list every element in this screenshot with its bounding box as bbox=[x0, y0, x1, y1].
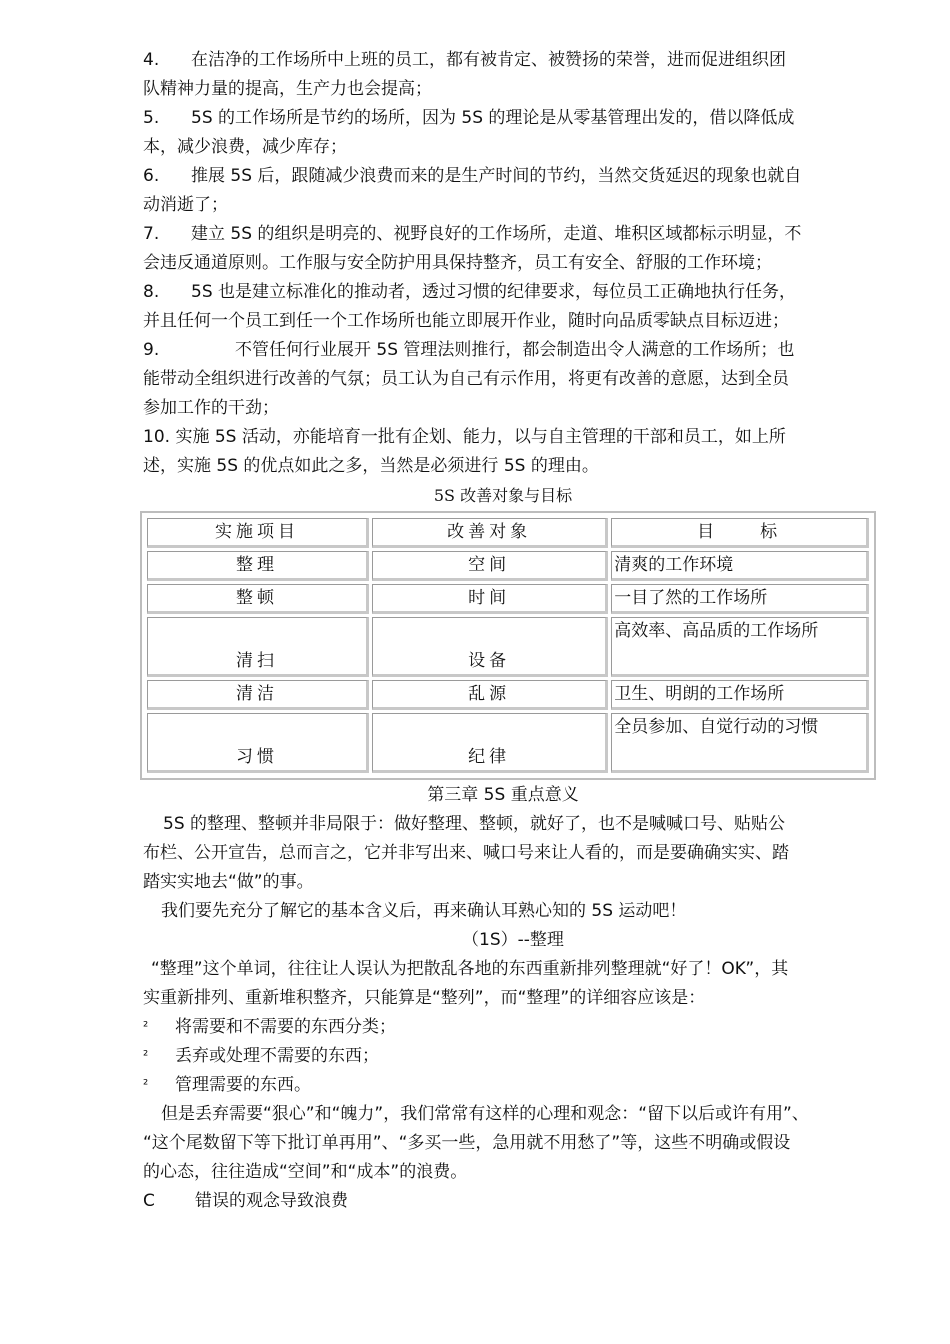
subsection-mark: C bbox=[143, 1191, 155, 1211]
column-header: 改善对象 bbox=[372, 518, 608, 548]
bullet-mark: ² bbox=[143, 1078, 149, 1093]
list-text: 本，减少浪费，减少库存； bbox=[143, 137, 347, 157]
column-header: 目 标 bbox=[611, 518, 869, 548]
table-cell-goal: 高效率、高品质的工作场所 bbox=[611, 617, 869, 677]
table-row bbox=[147, 713, 869, 773]
list-line bbox=[143, 46, 883, 75]
table-cell-object: 时间 bbox=[372, 584, 608, 614]
intro-paragraph bbox=[143, 810, 883, 926]
list-text: 会违反通道原则。工作服与安全防护用具保持整齐，员工有安全、舒服的工作环境； bbox=[143, 253, 772, 273]
closing-paragraph bbox=[143, 1100, 883, 1187]
table-cell-item: 整理 bbox=[147, 551, 369, 581]
list-line bbox=[143, 307, 883, 336]
table-row bbox=[147, 617, 869, 677]
table-cell-item: 习惯 bbox=[147, 713, 369, 773]
subsection-text: 错误的观念导致浪费 bbox=[195, 1191, 348, 1211]
list-number: 5. bbox=[143, 108, 160, 128]
list-text: 并且任何一个员工到任一个工作场所也能立即展开作业，随时向品质零缺点目标迈进； bbox=[143, 311, 789, 331]
benefits-list bbox=[143, 46, 883, 481]
table-cell-item: 清洁 bbox=[147, 680, 369, 710]
paragraph-line: “这个尾数留下等下批订单再用”、“多买一些，急用就不用愁了”等，这些不明确或假设 bbox=[143, 1133, 791, 1153]
table-row bbox=[147, 551, 869, 581]
list-line bbox=[143, 104, 883, 133]
list-item bbox=[143, 1013, 883, 1042]
table-caption: 5S 改善对象与目标 bbox=[433, 486, 573, 505]
list-item bbox=[143, 1042, 883, 1071]
table-cell-goal: 一目了然的工作场所 bbox=[611, 584, 869, 614]
chapter-title: 第三章 5S 重点意义 bbox=[427, 785, 579, 805]
document-page bbox=[143, 46, 883, 1216]
paragraph-line: 的心态，往往造成“空间”和“成本”的浪费。 bbox=[143, 1162, 468, 1182]
list-line bbox=[143, 394, 883, 423]
table-cell-object: 空间 bbox=[372, 551, 608, 581]
list-line bbox=[143, 423, 883, 452]
list-line bbox=[143, 278, 883, 307]
table-cell-object: 乱源 bbox=[372, 680, 608, 710]
bullet-mark: ² bbox=[143, 1049, 149, 1064]
list-text: 能带动全组织进行改善的气氛；员工认为自己有示作用，将更有改善的意愿，达到全员 bbox=[143, 369, 789, 389]
table-cell-object: 设备 bbox=[372, 617, 608, 677]
list-line bbox=[143, 162, 883, 191]
list-text: 5S 的工作场所是节约的场所，因为 5S 的理论是从零基管理出发的，借以降低成 bbox=[191, 108, 795, 128]
table-cell-item: 清扫 bbox=[147, 617, 369, 677]
paragraph-line: 我们要先充分了解它的基本含义后，再来确认耳熟心知的 5S 运动吧！ bbox=[161, 901, 687, 921]
bullet-text: 丢弃或处理不需要的东西； bbox=[175, 1046, 379, 1066]
list-text: 推展 5S 后，跟随减少浪费而来的是生产时间的节约，当然交货延迟的现象也就自 bbox=[191, 166, 802, 186]
section-title: （1S）--整理 bbox=[462, 930, 564, 950]
list-text: 述，实施 5S 的优点如此之多，当然是必须进行 5S 的理由。 bbox=[143, 456, 599, 476]
list-line bbox=[143, 336, 883, 365]
list-line bbox=[143, 452, 883, 481]
list-number: 7. bbox=[143, 224, 160, 244]
paragraph-line: 踏实实地去“做”的事。 bbox=[143, 872, 314, 892]
table-cell-goal: 清爽的工作环境 bbox=[611, 551, 869, 581]
list-line bbox=[143, 133, 883, 162]
table-cell-item: 整顿 bbox=[147, 584, 369, 614]
list-line bbox=[143, 75, 883, 104]
bullet-text: 将需要和不需要的东西分类； bbox=[175, 1017, 396, 1037]
list-text: 建立 5S 的组织是明亮的、视野良好的工作场所，走道、堆积区域都标示明显，不 bbox=[191, 224, 802, 244]
list-text: 不管任何行业展开 5S 管理法则推行，都会制造出令人满意的工作场所；也 bbox=[235, 340, 795, 360]
paragraph-line: 但是丢弃需要“狠心”和“魄力”，我们常常有这样的心理和观念：“留下以后或许有用”、 bbox=[161, 1104, 809, 1124]
list-text: 5S 也是建立标准化的推动者，透过习惯的纪律要求，每位员工正确地执行任务， bbox=[191, 282, 797, 302]
list-text: 参加工作的干劲； bbox=[143, 398, 279, 418]
improvement-table bbox=[140, 511, 876, 780]
list-line bbox=[143, 220, 883, 249]
paragraph-line: 布栏、公开宣告，总而言之，它并非写出来、喊口号来让人看的，而是要确确实实、踏 bbox=[143, 843, 789, 863]
list-line bbox=[143, 191, 883, 220]
paragraph-line: 5S 的整理、整顿并非局限于：做好整理、整顿，就好了，也不是喊喊口号、贴贴公 bbox=[163, 814, 786, 834]
table-header-row bbox=[147, 518, 869, 548]
list-line bbox=[143, 365, 883, 394]
table-row bbox=[147, 584, 869, 614]
table-cell-object: 纪律 bbox=[372, 713, 608, 773]
bullet-mark: ² bbox=[143, 1020, 149, 1035]
table-row bbox=[147, 680, 869, 710]
table-cell-goal: 全员参加、自觉行动的习惯 bbox=[611, 713, 869, 773]
list-text: 队精神力量的提高，生产力也会提高； bbox=[143, 79, 432, 99]
list-text: 在洁净的工作场所中上班的员工，都有被肯定、被赞扬的荣誉，进而促进组织团 bbox=[191, 50, 786, 70]
bullet-text: 管理需要的东西。 bbox=[175, 1075, 311, 1095]
list-line bbox=[143, 249, 883, 278]
paragraph-line: “整理”这个单词，往往让人误认为把散乱各地的东西重新排列整理就“好了！OK”，其 bbox=[151, 959, 789, 979]
section-paragraph bbox=[143, 955, 883, 1013]
list-item bbox=[143, 1071, 883, 1100]
list-number: 9. bbox=[143, 340, 160, 360]
list-number: 4. bbox=[143, 50, 160, 70]
list-text: 10. 实施 5S 活动，亦能培育一批有企划、能力，以与自主管理的干部和员工，如上所 bbox=[143, 427, 786, 447]
list-number: 6. bbox=[143, 166, 160, 186]
list-number: 8. bbox=[143, 282, 160, 302]
subsection-heading bbox=[143, 1187, 883, 1216]
table-cell-goal: 卫生、明朗的工作场所 bbox=[611, 680, 869, 710]
column-header: 实施项目 bbox=[147, 518, 369, 548]
bullet-list bbox=[143, 1013, 883, 1100]
list-text: 动消逝了； bbox=[143, 195, 228, 215]
paragraph-line: 实重新排列、重新堆积整齐，只能算是“整列”，而“整理”的详细容应该是： bbox=[143, 988, 706, 1008]
